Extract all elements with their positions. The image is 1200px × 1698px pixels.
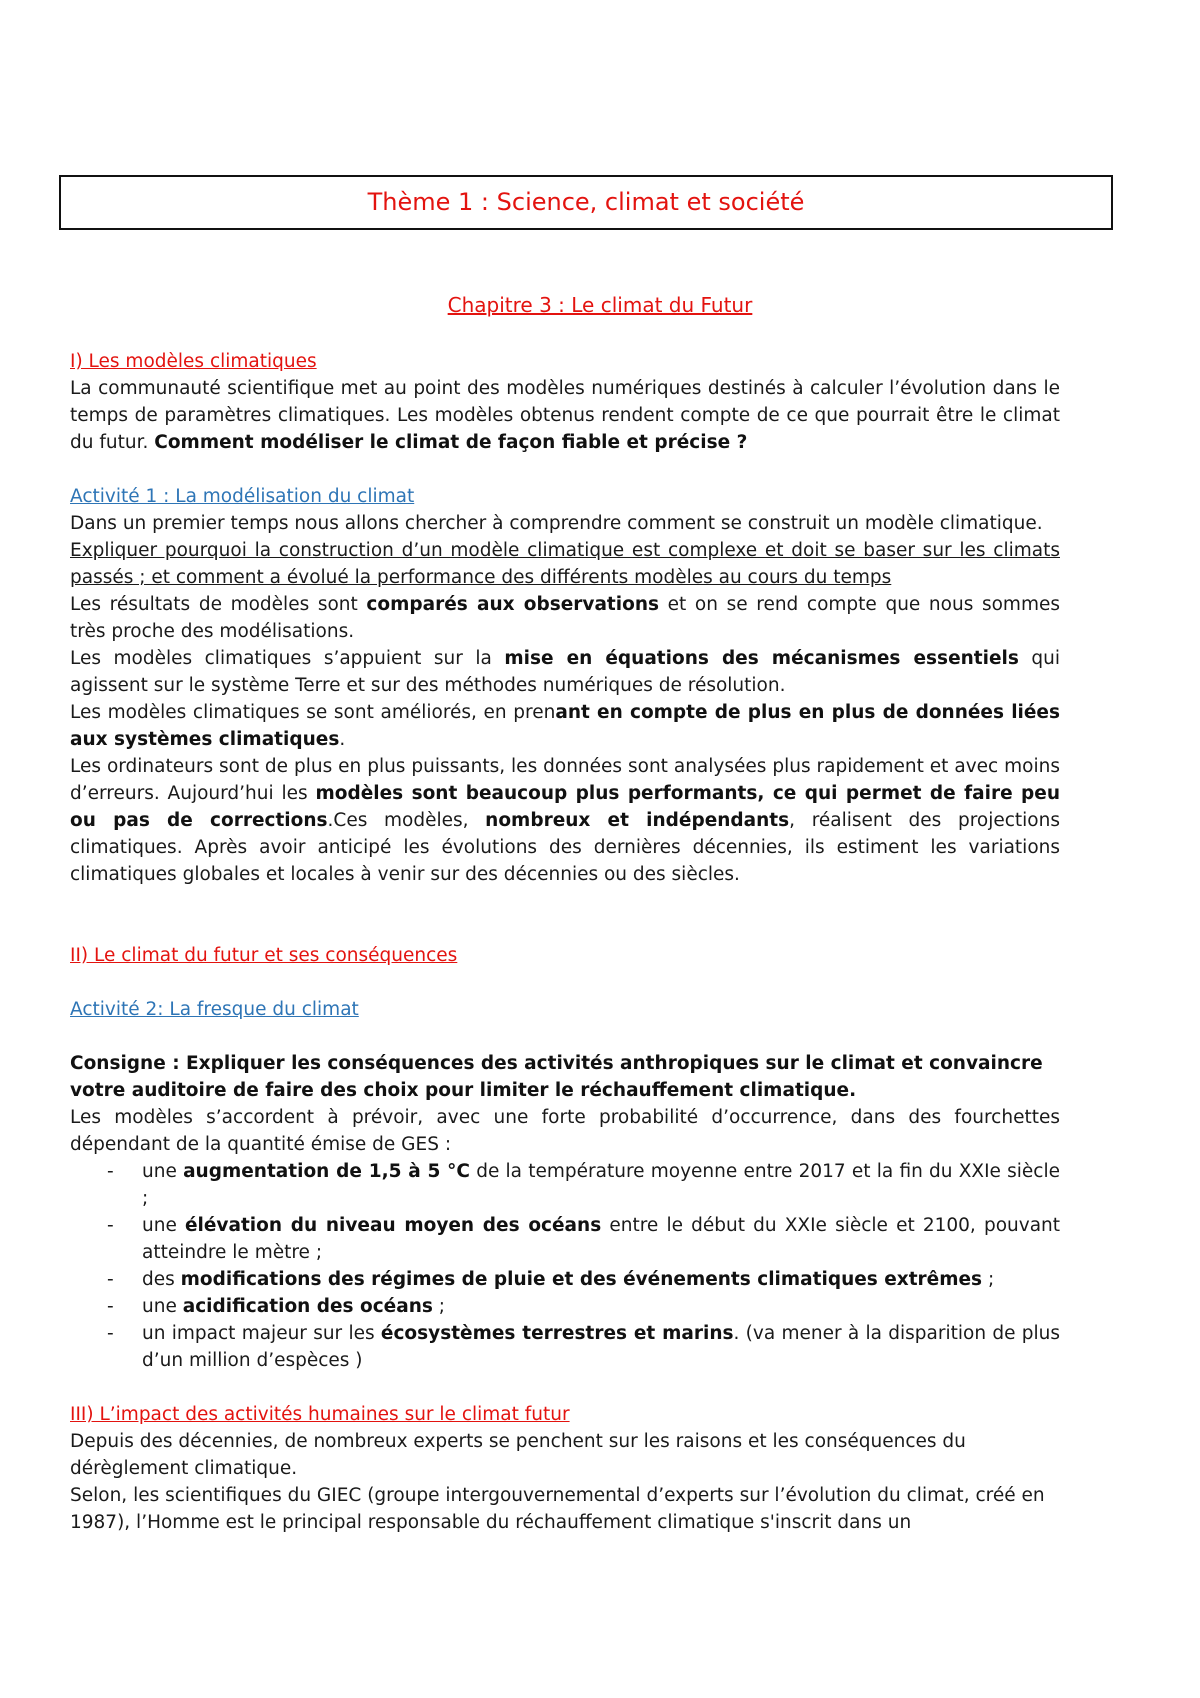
chapter-title: Chapitre 3 : Le climat du Futur bbox=[447, 293, 753, 317]
list-item: - une acidification des océans ; bbox=[70, 1293, 1060, 1320]
section2-heading: II) Le climat du futur et ses conséquences bbox=[70, 945, 458, 966]
activity1-text: Dans un premier temps nous allons chercher à comprendre comment se construit un modèle climatique. bbox=[70, 513, 1043, 534]
paragraph-computers: Les ordinateurs sont de plus en plus puissants, les données sont analysées plus rapidement et avec moins d’erreurs. Aujourd’hui les modèles sont beaucoup plus performants, ce qui permet de faire peu ou pas de corrections.Ces modèles, nombreux et indépendants, réalisent des projections climatiques. Après avoir anticipé les évolutions des dernières décennies, ils estiment les variations climatiques globales et locales à venir sur des décennies ou des siècles. bbox=[70, 756, 1060, 885]
list-item: - un impact majeur sur les écosystèmes terrestres et marins. (va mener à la disparition de plus d’un million d’espèces ) bbox=[70, 1320, 1060, 1374]
list-item: - une augmentation de 1,5 à 5 °C de la température moyenne entre 2017 et la fin du XXIe siècle ; bbox=[70, 1158, 1060, 1212]
activity1-heading: Activité 1 : La modélisation du climat bbox=[70, 486, 415, 507]
paragraph-results: Les résultats de modèles sont comparés aux observations et on se rend compte que nous sommes très proche des modélisations. bbox=[70, 594, 1060, 642]
section3-paragraph1: Depuis des décennies, de nombreux experts se penchent sur les raisons et les conséquences du dérèglement climatique. bbox=[70, 1431, 966, 1479]
section3-heading: III) L’impact des activités humaines sur le climat futur bbox=[70, 1404, 570, 1425]
paragraph-equations: Les modèles climatiques s’appuient sur la mise en équations des mécanismes essentiels qui agissent sur le système Terre et sur des méthodes numériques de résolution. bbox=[70, 648, 1060, 696]
theme-title-box bbox=[59, 175, 1113, 230]
consigne: Consigne : Expliquer les conséquences des activités anthropiques sur le climat et convaincre votre auditoire de faire des choix pour limiter le réchauffement climatique. bbox=[70, 1053, 1043, 1101]
theme-title: Thème 1 : Science, climat et société bbox=[367, 188, 805, 216]
section3-paragraph2: Selon, les scientifiques du GIEC (groupe intergouvernemental d’experts sur l’évolution du climat, créé en 1987), l’Homme est le principal responsable du réchauffement climatique s'inscrit dans un bbox=[70, 1485, 1045, 1533]
activity1-task: Expliquer pourquoi la construction d’un modèle climatique est complexe et doit se baser sur les climats passés ; et comment a évolué la performance des différents modèles au cours du temps bbox=[70, 540, 1060, 588]
section1-intro: La communauté scientifique met au point des modèles numériques destinés à calculer l’évolution dans le temps de paramètres climatiques. Les modèles obtenus rendent compte de ce que pourrait être le climat du futur. Comment modéliser le climat de façon fiable et précise ? bbox=[70, 378, 1060, 453]
activity2-heading: Activité 2: La fresque du climat bbox=[70, 999, 359, 1020]
document-body bbox=[70, 348, 1060, 1536]
section1-heading: I) Les modèles climatiques bbox=[70, 351, 317, 372]
consequences-list bbox=[70, 1158, 1060, 1374]
list-item: - une élévation du niveau moyen des océans entre le début du XXIe siècle et 2100, pouvant atteindre le mètre ; bbox=[70, 1212, 1060, 1266]
section1 bbox=[70, 348, 1060, 375]
section2-intro: Les modèles s’accordent à prévoir, avec une forte probabilité d’occurrence, dans des fourchettes dépendant de la quantité émise de GES : bbox=[70, 1107, 1060, 1155]
paragraph-improved: Les modèles climatiques se sont améliorés, en prenant en compte de plus en plus de données liées aux systèmes climatiques. bbox=[70, 702, 1060, 750]
list-item: - des modifications des régimes de pluie et des événements climatiques extrêmes ; bbox=[70, 1266, 1060, 1293]
